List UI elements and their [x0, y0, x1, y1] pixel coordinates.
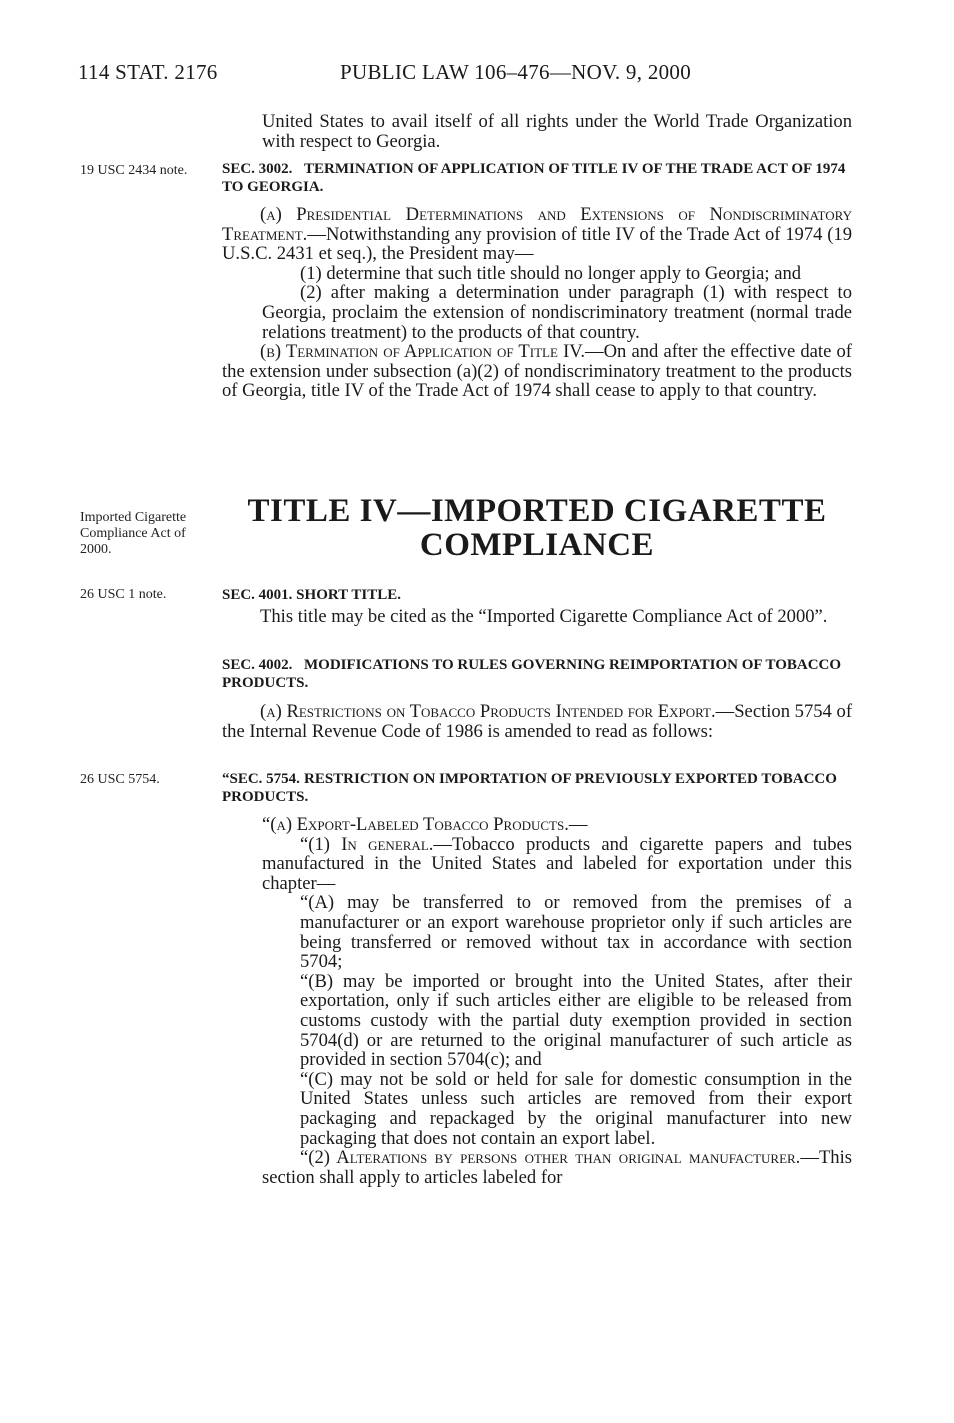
subsection-b-heading: (b) Termination of Application of Title IV. — [260, 341, 585, 363]
paragraph-text: United States to avail itself of all rights under the World Trade Organization with respect to Georgia. — [262, 111, 852, 152]
paragraph-text: This title may be cited as the “Imported Cigarette Compliance Act of 2000”. — [260, 606, 828, 627]
subsection-text: —Section 5754 of the Internal Revenue Code of 1986 is amended to read as follows: — [222, 701, 853, 742]
margin-note-short-title: Imported Cigarette Compliance Act of 2000. — [80, 510, 187, 557]
paragraph-continuation — [222, 112, 852, 151]
section-number: SEC. 3002. — [222, 161, 293, 177]
section-title: MODIFICATIONS TO RULES GOVERNING REIMPORTATION OF TOBACCO PRODUCTS. — [222, 657, 842, 691]
subsection-restrictions — [222, 702, 852, 741]
section-title: TERMINATION OF APPLICATION OF TITLE IV OF THE TRADE ACT OF 1974 TO GEORGIA. — [222, 161, 846, 195]
section-5754-text — [222, 815, 852, 1187]
section-title: RESTRICTION ON IMPORTATION OF PREVIOUSLY EXPORTED TOBACCO PRODUCTS. — [222, 771, 837, 805]
paragraph-2: (2) after making a determination under paragraph (1) with respect to Georgia, proclaim the extension of nondiscriminatory treatment (normal trade relations treatment) to the products of that country. — [262, 282, 852, 343]
subsection-heading: “(a) Export-Labeled Tobacco Products.— — [262, 814, 588, 835]
paragraph-1: (1) determine that such title should no longer apply to Georgia; and — [300, 262, 802, 284]
statute-page-number: 114 STAT. 2176 — [78, 60, 218, 84]
margin-note-usc-1: 26 USC 1 note. — [80, 587, 167, 602]
section-4001-text — [222, 607, 852, 627]
section-number: “SEC. 5754. — [222, 771, 300, 787]
subparagraph-a: “(A) may be transferred to or removed from the premises of a manufacturer or an export warehouse proprietor only if such articles are being transferred or removed without tax in accordance with section 5704; — [300, 892, 852, 973]
title-iv-heading — [222, 494, 852, 562]
margin-note-usc-5754: 26 USC 5754. — [80, 772, 160, 787]
margin-note-usc-2434: 19 USC 2434 note. — [80, 163, 188, 178]
title-line-1: TITLE IV—IMPORTED CIGARETTE — [247, 493, 827, 529]
paragraph-text: —Tobacco products and cigarette papers and tubes manufactured in the United States and labeled for exportation under this chapter— — [262, 833, 852, 894]
subsection-heading: (a) Presidential Determinations and Extensions of Nondiscriminatory Treatment. — [222, 204, 852, 245]
running-head: PUBLIC LAW 106–476—NOV. 9, 2000 — [340, 60, 692, 84]
section-4002-heading — [222, 656, 852, 692]
paragraph-2-heading: “(2) Alterations by persons other than original manufacturer. — [300, 1147, 801, 1169]
section-number: SEC. 4002. — [222, 657, 293, 673]
section-3002-heading — [222, 160, 852, 196]
subsection-text: —Notwithstanding any provision of title IV of the Trade Act of 1974 (19 U.S.C. 2431 et seq.), the President may— — [222, 223, 852, 265]
section-4001-heading: SEC. 4001. SHORT TITLE. — [222, 587, 401, 603]
paragraph-heading: “(1) In general. — [300, 833, 434, 855]
subsection-heading: (a) Restrictions on Tobacco Products Intended for Export. — [260, 701, 716, 722]
section-5754-heading — [222, 770, 852, 806]
subparagraph-c: “(C) may not be sold or held for sale for domestic consumption in the United States unless such articles are removed from their export packaging and repackaged by the original manufacturer into new packaging that does not contain an export label. — [300, 1068, 852, 1149]
subparagraph-b: “(B) may be imported or brought into the United States, after their exportation, only if such articles either are eligible to be released from customs custody with the partial duty exemption provided in section 5704(d) or are returned to the original manufacturer of such article as provided in section 5704(c); and — [300, 970, 852, 1071]
subsection-a — [222, 205, 852, 401]
title-line-2: COMPLIANCE — [419, 527, 655, 563]
paragraph-2-text: —This section shall apply to articles labeled for — [262, 1147, 852, 1188]
subsection-b-text: —On and after the effective date of the extension under subsection (a)(2) of nondiscriminatory treatment to the products of Georgia, title IV of the Trade Act of 1974 shall cease to apply to that country. — [222, 341, 852, 402]
